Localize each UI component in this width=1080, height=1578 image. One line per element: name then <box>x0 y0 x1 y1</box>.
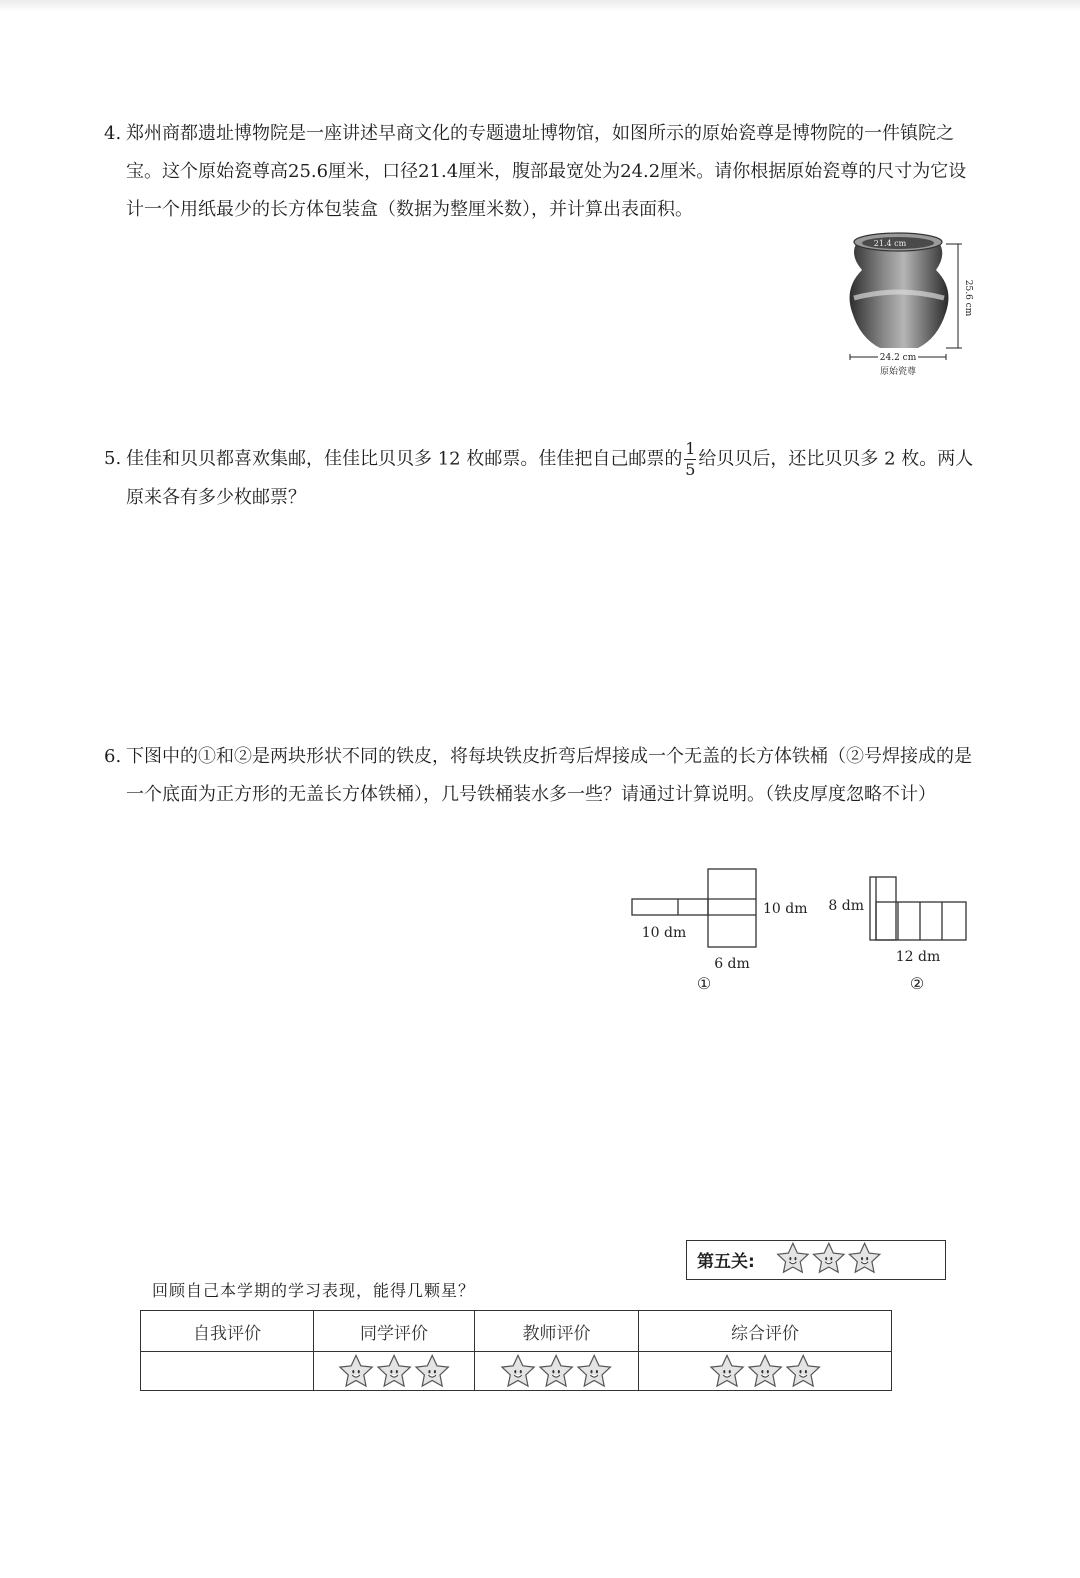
evaluation-stars-row <box>141 1352 892 1391</box>
net2-height-label: 8 dm <box>828 898 864 914</box>
level-star-group <box>775 1242 883 1278</box>
star-rating <box>708 1354 822 1388</box>
smiley-star-icon <box>711 1355 743 1386</box>
fraction-denominator: 5 <box>685 460 696 479</box>
question-number: 6. <box>104 746 122 767</box>
net1-id-label: ① <box>696 974 712 993</box>
question-number: 4. <box>104 123 122 144</box>
net1-width-label: 6 dm <box>714 956 750 972</box>
evaluation-header-row <box>141 1311 892 1352</box>
jar-caption: 原始瓷尊 <box>879 367 917 377</box>
fraction <box>684 440 696 479</box>
smiley-star-icon <box>749 1355 781 1386</box>
jar-height-label: 25.6 cm <box>963 279 973 317</box>
jar-top-label: 21.4 cm <box>873 239 907 248</box>
net2-length-label: 12 dm <box>895 949 941 965</box>
porcelain-zun-figure <box>838 226 978 382</box>
level-five-box <box>686 1240 946 1280</box>
fraction-numerator: 1 <box>685 439 696 458</box>
teacher-star-group <box>475 1354 638 1388</box>
self-evaluation-cell <box>141 1352 314 1391</box>
smiley-star-icon <box>340 1355 372 1386</box>
smiley-star-icon <box>540 1355 572 1386</box>
top-shadow <box>0 0 1080 12</box>
smiley-star-icon <box>502 1355 534 1386</box>
smiley-star-icon <box>814 1243 845 1272</box>
column-teacher-evaluation: 教师评价 <box>475 1311 639 1352</box>
column-peer-evaluation: 同学评价 <box>314 1311 475 1352</box>
review-prompt: 回顾自己本学期的学习表现，能得几颗星？ <box>152 1281 476 1300</box>
column-overall-evaluation: 综合评价 <box>639 1311 892 1352</box>
net1-length-label: 10 dm <box>641 925 687 941</box>
iron-sheet-nets-figure <box>620 862 980 1002</box>
question-6 <box>104 738 984 814</box>
smiley-star-icon <box>778 1243 808 1272</box>
smiley-star-icon <box>787 1355 819 1386</box>
overall-star-group <box>639 1354 891 1388</box>
smiley-star-icon <box>378 1355 410 1386</box>
star-rating <box>775 1242 883 1274</box>
star-rating <box>499 1354 613 1388</box>
star-rating <box>337 1354 451 1388</box>
evaluation-table <box>140 1310 892 1391</box>
net1-height-label: 10 dm <box>763 901 808 917</box>
level-label: 第五关: <box>697 1252 755 1272</box>
question-4 <box>104 115 984 229</box>
question-text: 下图中的①和②是两块形状不同的铁皮，将每块铁皮折弯后焊接成一个无盖的长方体铁桶（②号焊接成的是一个底面为正方形的无盖长方体铁桶），几号铁桶装水多一些？请通过计算说明。（铁皮厚度忽略不计） <box>126 746 972 805</box>
question-5 <box>104 440 984 517</box>
smiley-star-icon <box>416 1355 448 1386</box>
question-number: 5. <box>104 448 122 469</box>
smiley-star-icon <box>578 1355 610 1386</box>
column-self-evaluation: 自我评价 <box>141 1311 314 1352</box>
peer-star-group <box>314 1354 474 1388</box>
overall-evaluation-stars <box>639 1352 892 1391</box>
teacher-evaluation-stars <box>475 1352 639 1391</box>
question-text-before: 佳佳和贝贝都喜欢集邮，佳佳比贝贝多 12 枚邮票。佳佳把自己邮票的 <box>126 448 683 470</box>
peer-evaluation-stars <box>314 1352 475 1391</box>
jar-width-label: 24.2 cm <box>879 353 917 363</box>
smiley-star-icon <box>849 1243 879 1272</box>
question-text-after: 给贝贝后，还比贝贝多 2 枚。两人原来各有多少枚邮票？ <box>126 448 974 508</box>
question-text: 郑州商都遗址博物院是一座讲述早商文化的专题遗址博物馆，如图所示的原始瓷尊是博物院的一件镇院之宝。这个原始瓷尊高25.6厘米，口径21.4厘米，腹部最宽处为24.2厘米。请你根据原始瓷尊的尺寸为它设计一个用纸最少的长方体包装盒（数据为整厘米数），并计算出表面积。 <box>126 123 967 220</box>
net2-id-label: ② <box>909 974 925 993</box>
